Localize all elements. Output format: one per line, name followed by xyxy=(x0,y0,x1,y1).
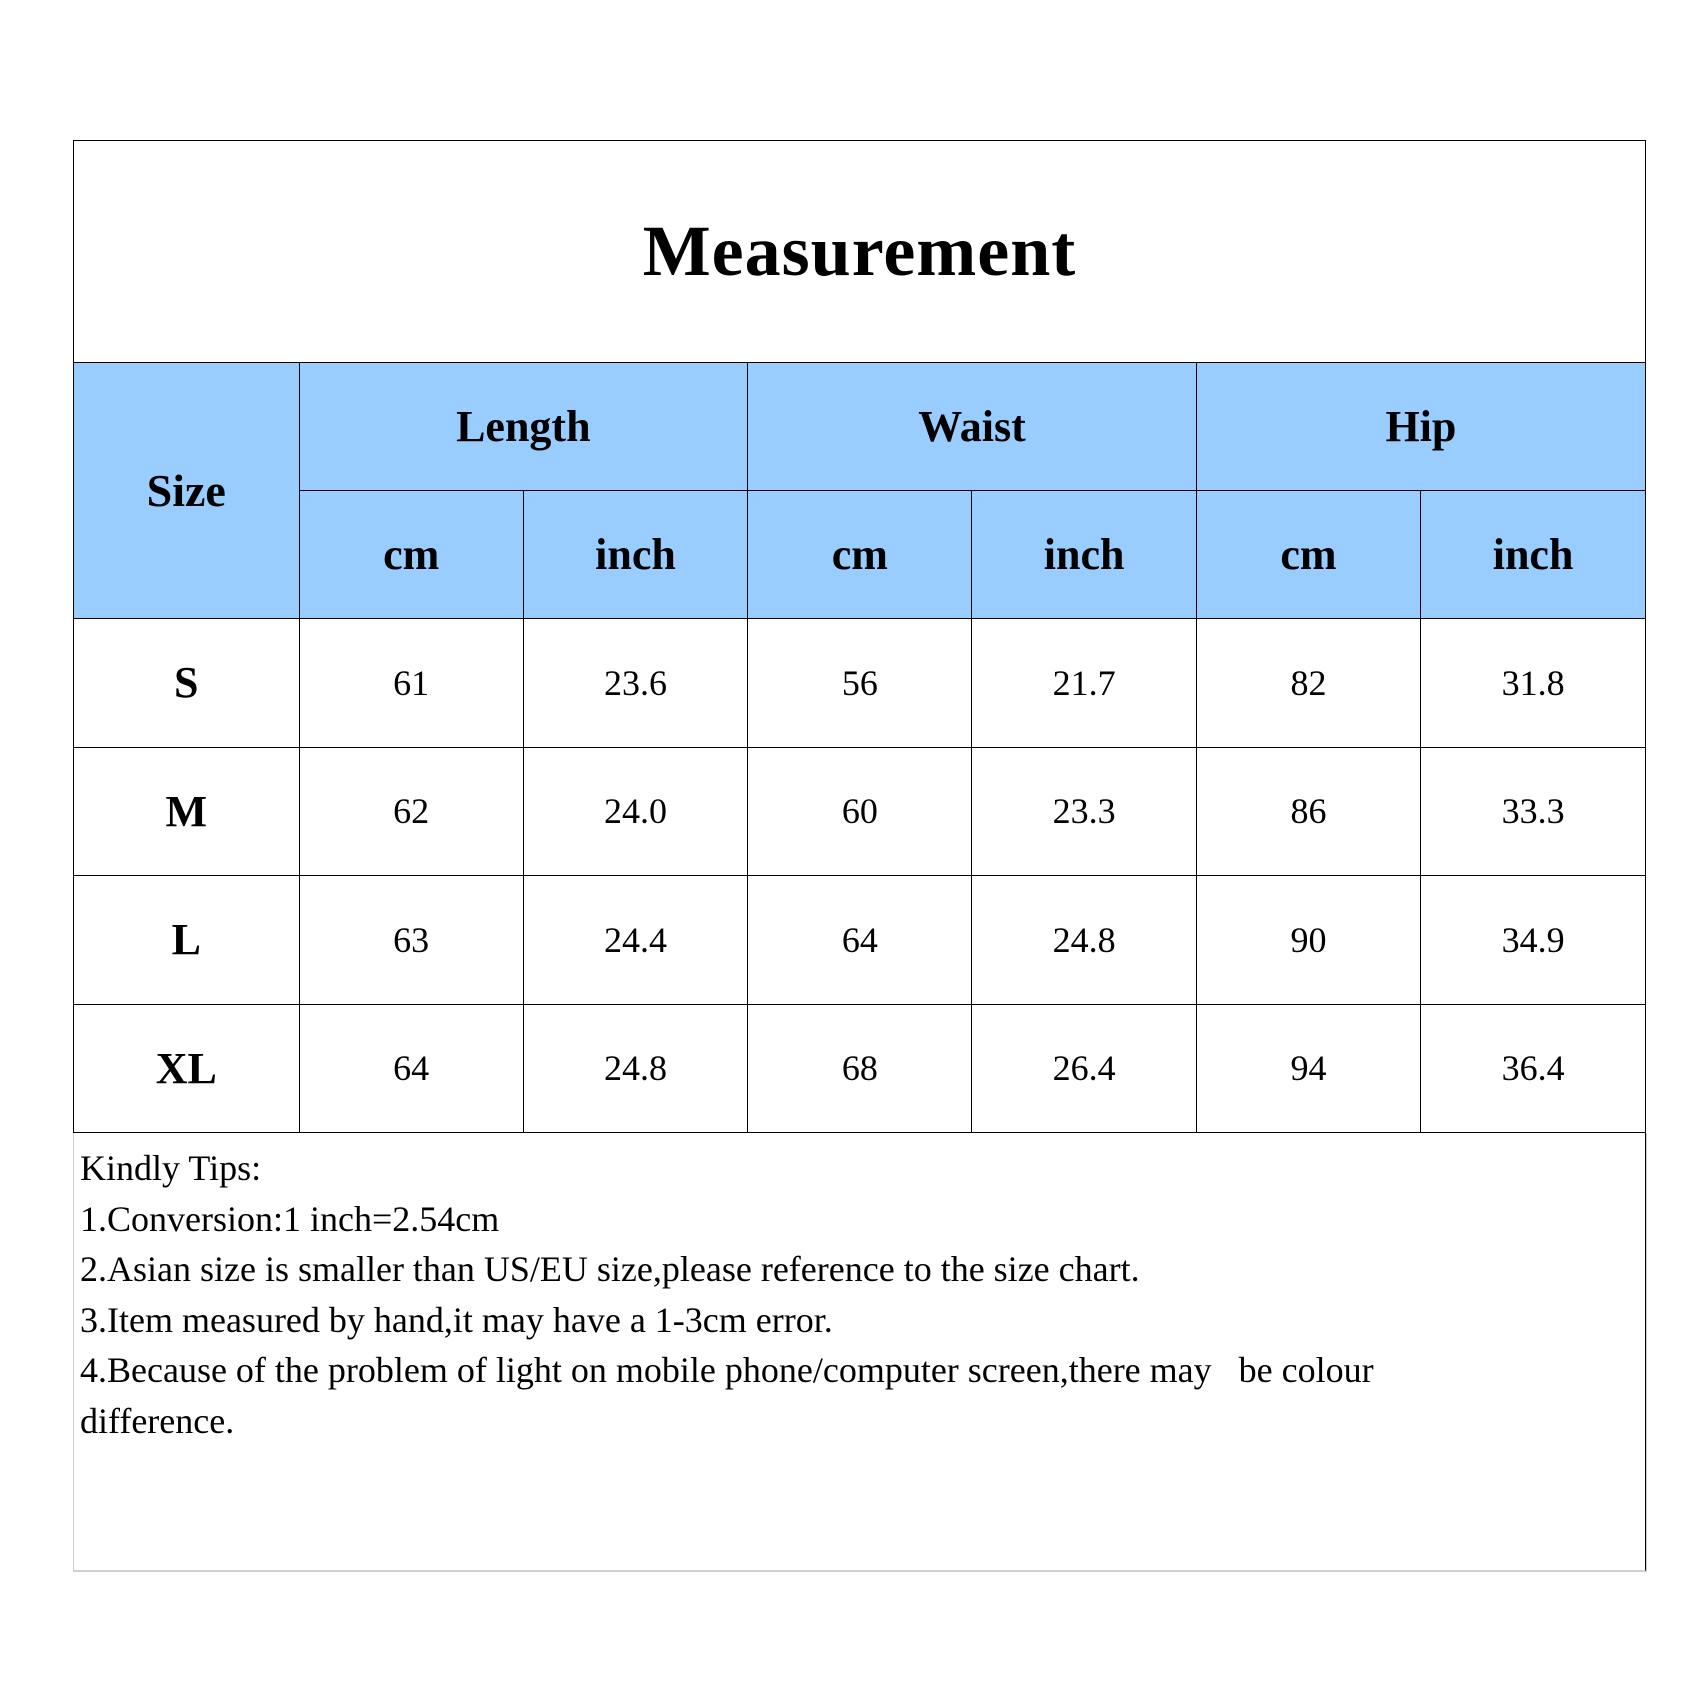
table-cell: 33.3 xyxy=(1421,747,1645,876)
table-row xyxy=(74,876,1645,1005)
tip-item: 2.Asian size is smaller than US/EU size,please reference to the size chart. xyxy=(80,1249,1140,1289)
table-cell: 82 xyxy=(1196,619,1420,748)
table-cell: 23.6 xyxy=(523,619,747,748)
table-cell: 56 xyxy=(748,619,972,748)
unit-header: cm xyxy=(748,491,972,619)
measurement-table xyxy=(74,363,1645,1133)
size-label: XL xyxy=(74,1004,299,1133)
table-cell: 21.7 xyxy=(972,619,1196,748)
table-cell: 23.3 xyxy=(972,747,1196,876)
table-cell: 36.4 xyxy=(1421,1004,1645,1133)
kindly-tips xyxy=(74,1133,1645,1446)
table-cell: 64 xyxy=(748,876,972,1005)
unit-header: cm xyxy=(1196,491,1420,619)
table-cell: 24.8 xyxy=(972,876,1196,1005)
table-cell: 62 xyxy=(299,747,523,876)
chart-title: Measurement xyxy=(642,211,1077,291)
hip-group-header: Hip xyxy=(1196,363,1645,491)
table-cell: 24.4 xyxy=(523,876,747,1005)
table-cell: 26.4 xyxy=(972,1004,1196,1133)
table-cell: 68 xyxy=(748,1004,972,1133)
tip-item: 1.Conversion:1 inch=2.54cm xyxy=(80,1198,500,1239)
size-label: M xyxy=(74,747,299,876)
tip-item: 3.Item measured by hand,it may have a 1-3cm error. xyxy=(80,1299,833,1340)
table-row xyxy=(74,1004,1645,1133)
unit-header: cm xyxy=(299,491,523,619)
title-row xyxy=(74,141,1645,363)
size-chart xyxy=(73,140,1646,1571)
size-label: S xyxy=(74,619,299,748)
table-cell: 24.0 xyxy=(523,747,747,876)
table-row xyxy=(74,619,1645,748)
table-cell: 60 xyxy=(748,747,972,876)
unit-header: inch xyxy=(523,491,747,619)
table-cell: 61 xyxy=(299,619,523,748)
unit-header: inch xyxy=(972,491,1196,619)
table-cell: 34.9 xyxy=(1421,876,1645,1005)
waist-group-header: Waist xyxy=(748,363,1197,491)
size-column-header: Size xyxy=(74,363,299,619)
tip-item: 4.Because of the problem of light on mobile phone/computer screen,there may be colour difference. xyxy=(80,1350,1383,1441)
size-label: L xyxy=(74,876,299,1005)
table-cell: 31.8 xyxy=(1421,619,1645,748)
table-cell: 24.8 xyxy=(523,1004,747,1133)
table-cell: 63 xyxy=(299,876,523,1005)
table-cell: 94 xyxy=(1196,1004,1420,1133)
length-group-header: Length xyxy=(299,363,748,491)
table-cell: 64 xyxy=(299,1004,523,1133)
tips-heading: Kindly Tips: xyxy=(80,1148,262,1188)
unit-header: inch xyxy=(1421,491,1645,619)
table-cell: 86 xyxy=(1196,747,1420,876)
table-row xyxy=(74,747,1645,876)
table-cell: 90 xyxy=(1196,876,1420,1005)
